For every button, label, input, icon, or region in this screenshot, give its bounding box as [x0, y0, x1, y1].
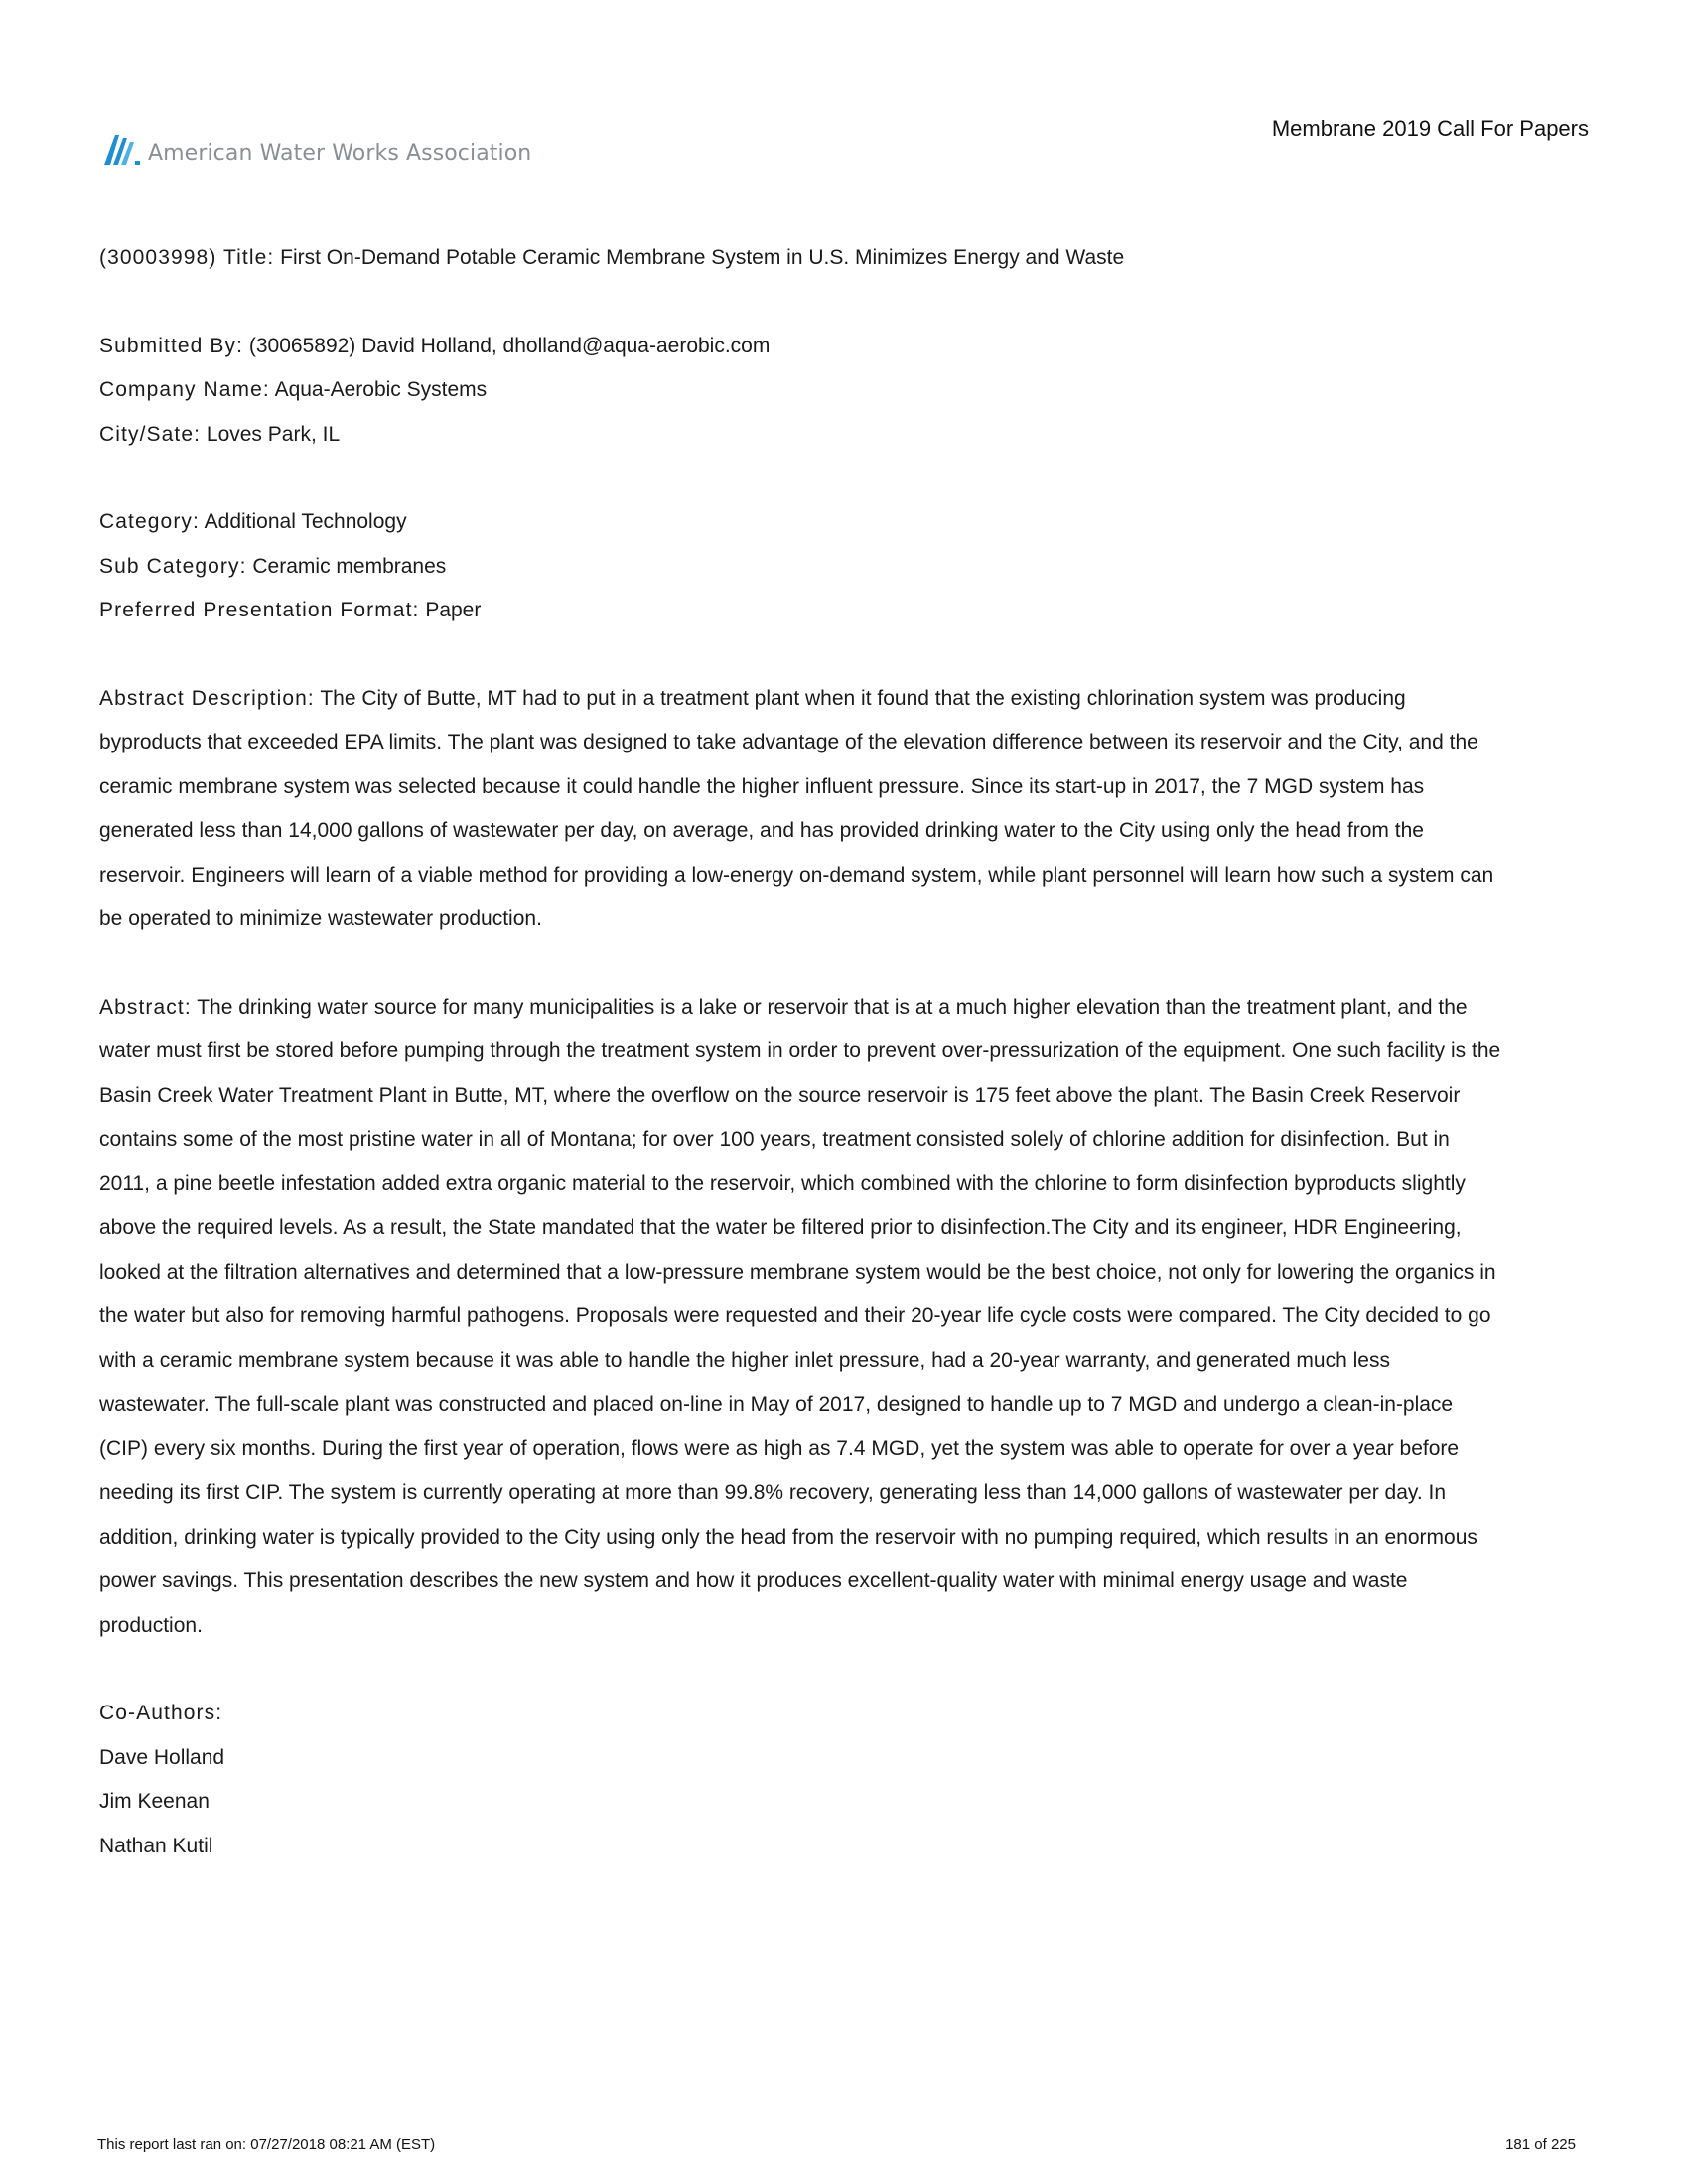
coauthors-label: Co-Authors:: [99, 1702, 223, 1724]
subcategory-label: Sub Category:: [99, 554, 247, 578]
abstract-line: above the required levels. As a result, the State mandated that the water be filtered prior to disinfection.The City and its engineer, HDR Engineering,: [99, 1216, 1462, 1239]
city-line: [99, 413, 1589, 458]
awwa-logo: [102, 130, 531, 166]
abstract-description-line: generated less than 14,000 gallons of wastewater per day, on average, and has provided drinking water to the City using only the head from the: [99, 819, 1424, 842]
abstract-line: addition, drinking water is typically provided to the City using only the head from the reservoir with no pumping required, which results in an enormous: [99, 1525, 1477, 1549]
logo-text: American Water Works Association: [148, 141, 532, 166]
abstract-description-line: byproducts that exceeded EPA limits. The plant was designed to take advantage of the elevation difference between its reservoir and the City, and the: [99, 731, 1478, 753]
format-label: Preferred Presentation Format:: [99, 599, 420, 621]
abstract-line: production.: [99, 1613, 203, 1637]
category-label: Category:: [99, 510, 200, 533]
company-label: Company Name:: [99, 378, 270, 401]
title-label: (30003998) Title:: [99, 246, 275, 269]
abstract-label: Abstract:: [99, 995, 192, 1019]
company-value: Aqua-Aerobic Systems: [274, 378, 488, 401]
coauthor-name: Jim Keenan: [99, 1790, 210, 1813]
company-line: [99, 368, 1589, 413]
abstract-description-line: ceramic membrane system was selected because it could handle the higher influent pressure. Since its start-up in 2017, the 7 MGD system has: [99, 774, 1425, 798]
coauthors: [99, 1692, 1589, 1868]
abstract-line: 2011, a pine beetle infestation added extra organic material to the reservoir, which combined with the chlorine to form disinfection byproducts slightly: [99, 1171, 1466, 1195]
abstract-line: Abstract: The drinking water source for many municipalities is a lake or reservoir that is at a much higher elevation than the treatment plant, and the: [99, 995, 1468, 1019]
submitted-by-label: Submitted By:: [99, 334, 244, 357]
coauthor-name: Nathan Kutil: [99, 1834, 213, 1857]
abstract-description-line: Abstract Description: The City of Butte, MT had to put in a treatment plant when it found that the existing chlorination system was producing: [99, 686, 1406, 710]
page-number: 181 of 225: [1505, 2136, 1576, 2153]
awwa-logo-icon: [102, 132, 146, 166]
format-value: Paper: [425, 599, 482, 621]
title-value: First On-Demand Potable Ceramic Membrane System in U.S. Minimizes Energy and Waste: [280, 246, 1125, 269]
submitted-by-value: (30065892) David Holland, dholland@aqua-aerobic.com: [248, 334, 771, 357]
abstract-line: the water but also for removing harmful pathogens. Proposals were requested and their 20-year life cycle costs were compared. The City decided to go: [99, 1304, 1491, 1327]
abstract-line: Basin Creek Water Treatment Plant in Butte, MT, where the overflow on the source reservoir is 175 feet above the plant. The Basin Creek Reservoir: [99, 1083, 1461, 1107]
category-value: Additional Technology: [204, 510, 407, 533]
abstract-line: power savings. This presentation describes the new system and how it produces excellent-quality water with minimal energy usage and waste: [99, 1570, 1408, 1592]
abstract-description-line: be operated to minimize wastewater production.: [99, 907, 542, 930]
abstract-line: contains some of the most pristine water in all of Montana; for over 100 years, treatment consisted solely of chlorine addition for disinfection. But in: [99, 1128, 1450, 1151]
abstract: [99, 986, 1589, 1649]
abstract-line: looked at the filtration alternatives and determined that a low-pressure membrane system would be the best choice, not only for lowering the organics in: [99, 1260, 1496, 1284]
abstract-line: (CIP) every six months. During the first year of operation, flows were as high as 7.4 MGD, yet the system was able to operate for over a year before: [99, 1436, 1460, 1460]
category-line: [99, 500, 1589, 545]
abstract-line: water must first be stored before pumping through the treatment system in order to prevent over-pressurization of the equipment. One such facility is the: [99, 1039, 1501, 1062]
subcategory-value: Ceramic membranes: [252, 554, 447, 578]
subcategory-line: [99, 545, 1589, 590]
city-label: City/Sate:: [99, 422, 202, 446]
abstract-description-line: reservoir. Engineers will learn of a viable method for providing a low-energy on-demand system, while plant personnel will learn how such a system can: [99, 863, 1494, 887]
abstract-description-label: Abstract Description:: [99, 686, 315, 710]
title-line: [99, 236, 1589, 281]
submission-details: [99, 236, 1589, 1868]
abstract-line: wastewater. The full-scale plant was constructed and placed on-line in May of 2017, designed to handle up to 7 MGD and undergo a clean-in-place: [99, 1393, 1454, 1416]
coauthor-name: Dave Holland: [99, 1745, 225, 1769]
abstract-line: with a ceramic membrane system because it was able to handle the higher inlet pressure, had a 20-year warranty, and generated much less: [99, 1348, 1390, 1372]
city-value: Loves Park, IL: [206, 422, 341, 446]
format-line: [99, 589, 1589, 633]
submitted-by-line: [99, 325, 1589, 369]
report-run-timestamp: This report last ran on: 07/27/2018 08:21 AM (EST): [97, 2136, 436, 2153]
abstract-description: [99, 677, 1589, 942]
call-for-papers-title: Membrane 2019 Call For Papers: [1271, 116, 1589, 141]
abstract-line: needing its first CIP. The system is currently operating at more than 99.8% recovery, generating less than 14,000 gallons of wastewater per day. In: [99, 1481, 1447, 1504]
